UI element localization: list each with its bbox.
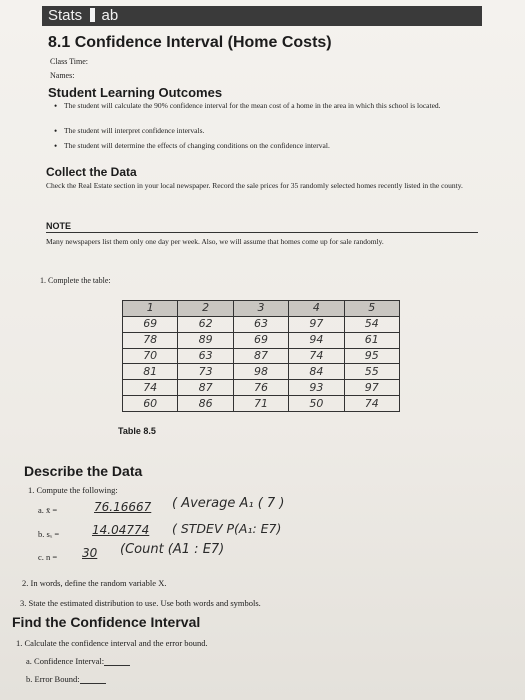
table-cell: 63 (233, 316, 288, 332)
brand-suffix: ab (101, 7, 119, 24)
table-cell: 95 (344, 348, 399, 364)
table-cell: 97 (344, 380, 399, 396)
table-cell: 60 (123, 396, 178, 412)
table-row (123, 348, 400, 364)
table-cell: 81 (123, 364, 178, 380)
table-cell: 87 (178, 380, 233, 396)
note-heading: NOTE (46, 221, 72, 231)
eb-label-text: b. Error Bound: (26, 674, 80, 684)
outcome-item: • The student will interpret confidence intervals. (64, 126, 484, 136)
describe-q1: 1. Compute the following: (28, 485, 118, 495)
ci-label (26, 656, 130, 666)
table-cell: 97 (289, 316, 344, 332)
table-header-cell: 4 (289, 301, 344, 317)
describe-q2: 2. In words, define the random variable X. (22, 578, 167, 588)
table-cell: 70 (123, 348, 178, 364)
note-text: Many newspapers list them only one day per week. Also, we will assume that homes come up for sale randomly. (46, 237, 384, 246)
ci-blank (104, 657, 130, 666)
table-header-cell: 1 (123, 301, 178, 317)
table-cell: 73 (178, 364, 233, 380)
find-heading: Find the Confidence Interval (12, 614, 201, 630)
eb-label (26, 674, 106, 684)
sx-label: b. sₓ = (38, 529, 60, 539)
eb-blank (80, 675, 106, 684)
table-cell: 55 (344, 364, 399, 380)
collect-text: Check the Real Estate section in your local newspaper. Record the sale prices for 35 randomly selected homes recently listed in the county. (46, 181, 463, 190)
table-cell: 63 (178, 348, 233, 364)
table-cell: 62 (178, 316, 233, 332)
table-cell: 74 (344, 396, 399, 412)
n-value: 30 (82, 546, 98, 560)
describe-heading: Describe the Data (24, 463, 143, 479)
table-cell: 54 (344, 316, 399, 332)
note-rule (46, 232, 478, 233)
brand-divider (90, 8, 95, 22)
table-cell: 87 (233, 348, 288, 364)
outcome-item: • The student will calculate the 90% confidence interval for the mean cost of a home in the area in which this school is located. (64, 101, 484, 111)
table-cell: 93 (289, 380, 344, 396)
n-note: (Count (A1 : E7) (120, 542, 225, 557)
n-label: c. n = (38, 552, 58, 562)
brand-text: Stats (48, 7, 83, 24)
table-cell: 89 (178, 332, 233, 348)
table-cell: 50 (289, 396, 344, 412)
table-cell: 78 (123, 332, 178, 348)
table-row (123, 380, 400, 396)
table-cell: 74 (289, 348, 344, 364)
stats-lab-banner (42, 6, 482, 26)
table-cell: 69 (233, 332, 288, 348)
table-header-cell: 2 (178, 301, 233, 317)
page-title: 8.1 Confidence Interval (Home Costs) (48, 34, 332, 51)
xbar-note: ( Average A₁ ( 7 ) (172, 496, 285, 511)
table-header-cell: 3 (233, 301, 288, 317)
xbar-label: a. x̄ = (38, 505, 58, 515)
table-cell: 94 (289, 332, 344, 348)
sx-note: ( STDEV P(A₁: E7) (172, 521, 282, 536)
class-time-label: Class Time: (50, 57, 89, 66)
ci-label-text: a. Confidence Interval: (26, 656, 105, 666)
table-row (123, 332, 400, 348)
names-label: Names: (50, 71, 75, 80)
table-row (123, 316, 400, 332)
table-row (123, 364, 400, 380)
table-cell: 74 (123, 380, 178, 396)
find-q1: 1. Calculate the confidence interval and the error bound. (16, 638, 208, 648)
data-table (122, 300, 400, 412)
describe-q3: 3. State the estimated distribution to use. Use both words and symbols. (20, 598, 261, 608)
table-cell: 98 (233, 364, 288, 380)
table-caption: Table 8.5 (118, 426, 156, 436)
table-header-row (123, 301, 400, 317)
table-row (123, 396, 400, 412)
outcomes-heading: Student Learning Outcomes (48, 85, 223, 100)
table-cell: 86 (178, 396, 233, 412)
table-cell: 71 (233, 396, 288, 412)
table-cell: 84 (289, 364, 344, 380)
table-prompt: 1. Complete the table: (40, 276, 111, 285)
table-cell: 69 (123, 316, 178, 332)
outcome-item: • The student will determine the effects of changing conditions on the confidence interval. (64, 141, 484, 151)
table-cell: 61 (344, 332, 399, 348)
xbar-value: 76.16667 (94, 500, 152, 514)
collect-heading: Collect the Data (46, 165, 137, 179)
table-header-cell: 5 (344, 301, 399, 317)
sx-value: 14.04774 (92, 523, 150, 537)
table-cell: 76 (233, 380, 288, 396)
